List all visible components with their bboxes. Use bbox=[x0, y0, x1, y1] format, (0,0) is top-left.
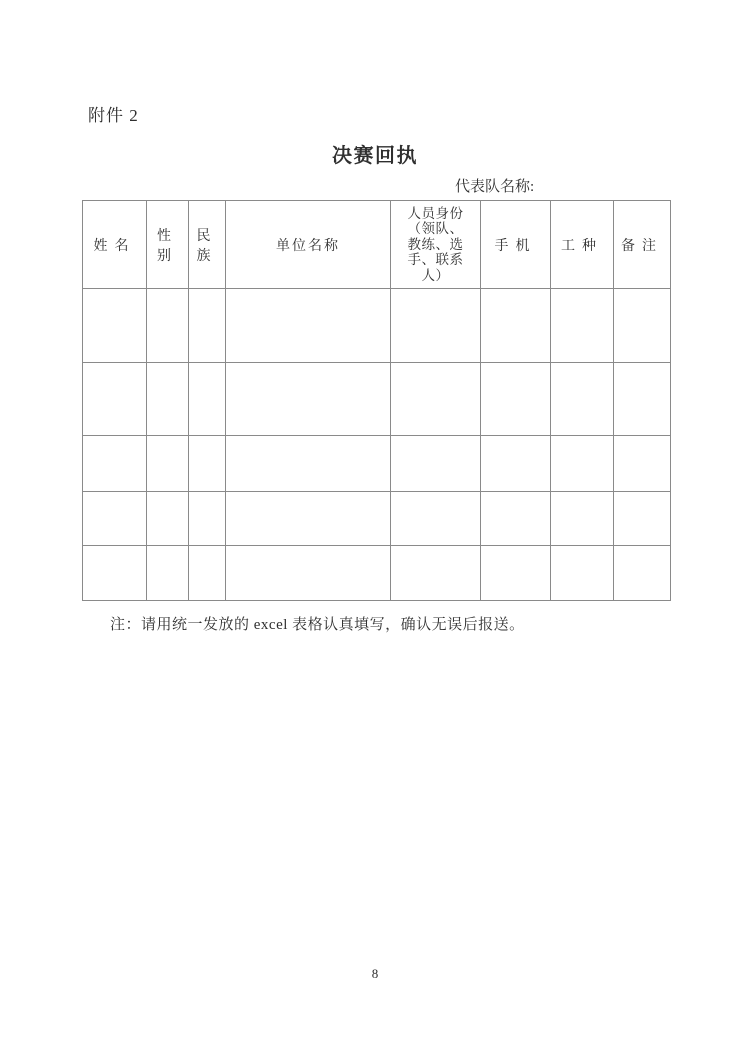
empty-cell bbox=[614, 289, 671, 363]
header-ethnicity-label: 民族 bbox=[196, 228, 218, 264]
empty-cell bbox=[226, 289, 391, 363]
empty-cell bbox=[481, 546, 551, 601]
empty-cell bbox=[189, 546, 226, 601]
header-remarks-label: 备注 bbox=[621, 238, 663, 254]
empty-cell bbox=[226, 546, 391, 601]
empty-cell bbox=[226, 363, 391, 436]
empty-cell bbox=[83, 436, 147, 492]
empty-cell bbox=[551, 436, 614, 492]
empty-cell bbox=[147, 492, 189, 546]
empty-cell bbox=[189, 363, 226, 436]
empty-cell bbox=[189, 492, 226, 546]
empty-cell bbox=[481, 436, 551, 492]
empty-cell bbox=[481, 492, 551, 546]
page-number: 8 bbox=[371, 966, 379, 981]
empty-cell bbox=[189, 289, 226, 363]
empty-cell bbox=[83, 492, 147, 546]
empty-cell bbox=[481, 289, 551, 363]
empty-cell bbox=[147, 546, 189, 601]
empty-cell bbox=[614, 436, 671, 492]
table-row bbox=[83, 289, 671, 363]
empty-cell bbox=[614, 492, 671, 546]
header-name-label: 姓名 bbox=[93, 238, 136, 254]
empty-cell bbox=[226, 436, 391, 492]
empty-cell bbox=[83, 546, 147, 601]
header-unit-name-label: 单位名称 bbox=[276, 238, 340, 254]
empty-cell bbox=[83, 289, 147, 363]
empty-cell bbox=[551, 363, 614, 436]
header-gender-label: 性别 bbox=[157, 228, 178, 264]
note-text: 注：请用统一发放的 excel 表格认真填写，确认无误后报送。 bbox=[110, 617, 525, 633]
header-mobile bbox=[481, 201, 551, 289]
header-unit-name bbox=[226, 201, 391, 289]
empty-cell bbox=[391, 492, 481, 546]
table-row bbox=[83, 492, 671, 546]
table-row bbox=[83, 546, 671, 601]
header-remarks bbox=[614, 201, 671, 289]
empty-cell bbox=[551, 546, 614, 601]
header-job-type-label: 工种 bbox=[561, 238, 603, 254]
header-mobile-label: 手机 bbox=[494, 238, 537, 254]
empty-cell bbox=[551, 289, 614, 363]
empty-cell bbox=[147, 436, 189, 492]
header-role-label: 人员身份（领队、教练、选手、联系人） bbox=[407, 205, 464, 283]
empty-cell bbox=[391, 546, 481, 601]
header-job-type bbox=[551, 201, 614, 289]
empty-cell bbox=[614, 546, 671, 601]
table-header-row bbox=[83, 201, 671, 289]
header-name bbox=[83, 201, 147, 289]
empty-cell bbox=[147, 363, 189, 436]
attachment-label: 附件 2 bbox=[88, 106, 139, 125]
empty-cell bbox=[147, 289, 189, 363]
header-role bbox=[391, 201, 481, 289]
registration-table bbox=[82, 200, 671, 601]
table-row bbox=[83, 363, 671, 436]
header-gender bbox=[147, 201, 189, 289]
empty-cell bbox=[189, 436, 226, 492]
team-name-label: 代表队名称: bbox=[455, 179, 535, 195]
empty-cell bbox=[481, 363, 551, 436]
empty-cell bbox=[391, 436, 481, 492]
table-row bbox=[83, 436, 671, 492]
empty-cell bbox=[83, 363, 147, 436]
header-ethnicity bbox=[189, 201, 226, 289]
empty-cell bbox=[614, 363, 671, 436]
page-title: 决赛回执 bbox=[332, 145, 418, 167]
empty-cell bbox=[391, 289, 481, 363]
empty-cell bbox=[391, 363, 481, 436]
empty-cell bbox=[226, 492, 391, 546]
empty-cell bbox=[551, 492, 614, 546]
